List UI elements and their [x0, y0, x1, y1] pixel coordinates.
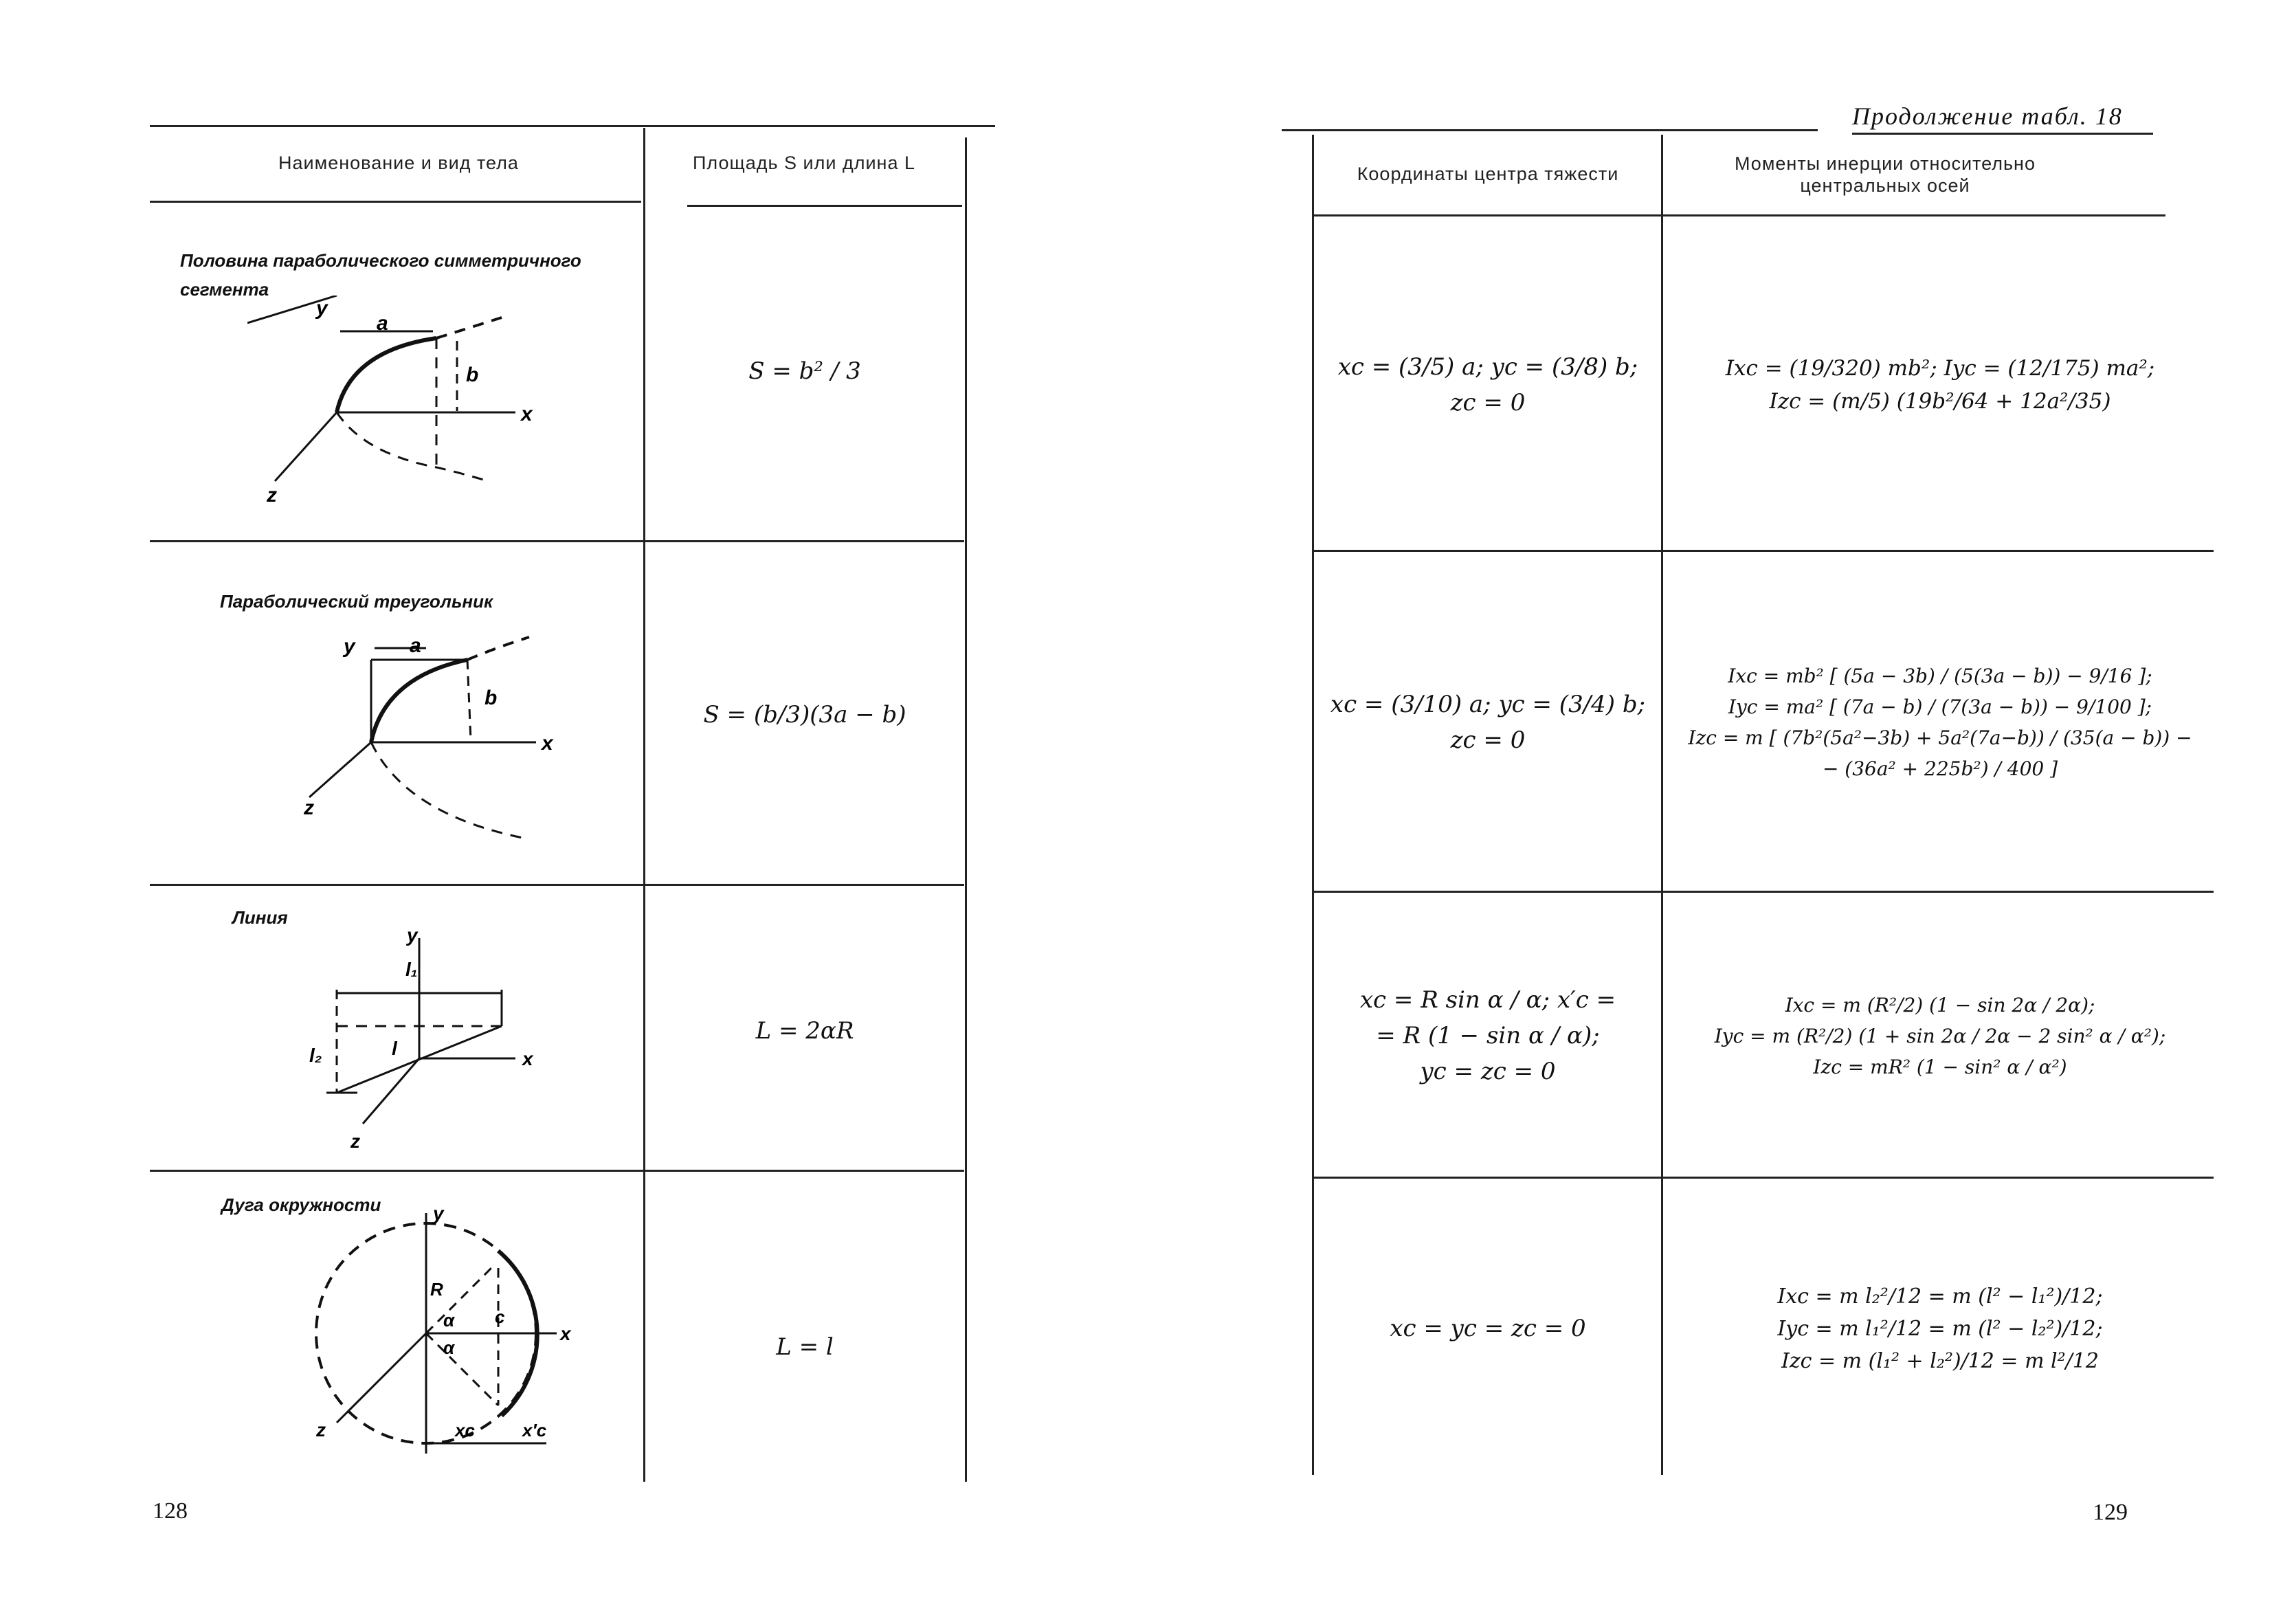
row-rule [1313, 550, 2214, 552]
dimension-l-label: l [392, 1038, 397, 1059]
right-column-border [965, 137, 967, 1482]
row-rule [150, 884, 964, 886]
row-rule [1313, 891, 2214, 893]
column-divider [643, 128, 645, 1482]
angle-alpha-upper-label: α [443, 1310, 455, 1331]
row-rule [1313, 1177, 2214, 1179]
angle-alpha-lower-label: α [443, 1337, 455, 1358]
axis-x-label: x [542, 732, 553, 755]
page-number: 129 [2093, 1500, 2128, 1525]
row-title: Линия [232, 907, 288, 928]
row-rule [150, 540, 964, 542]
line-segment-diagram [289, 924, 564, 1158]
axis-z-label: z [350, 1131, 360, 1152]
centroid-formulas: xc = R sin α / α; x′c = = R (1 − sin α / α); yc = zc = 0 [1359, 986, 1616, 1085]
length-formula: L = l [776, 1333, 834, 1361]
header-bottom-rule [150, 201, 641, 203]
row-title: Половина параболического симметричного сегмента [180, 250, 581, 300]
half-parabolic-segment-diagram [247, 296, 536, 515]
axis-y-label: y [433, 1203, 444, 1224]
area-formula: S = (b/3)(3a − b) [703, 701, 906, 728]
top-rule [1282, 129, 1818, 131]
header-bottom-rule-2 [687, 205, 962, 207]
row-rule [150, 1170, 964, 1172]
centroid-formulas: xc = (3/5) a; yc = (3/8) b; zc = 0 [1337, 353, 1638, 416]
axis-z-label: z [304, 797, 314, 819]
radius-label: R [430, 1279, 443, 1300]
header-centroid-col: Координаты центра тяжести [1357, 164, 1619, 184]
length-formula: L = 2αR [755, 1017, 854, 1045]
axis-y-label: y [344, 635, 355, 658]
parabolic-triangle-diagram [275, 622, 564, 856]
inertia-formulas: Ixc = m l₂²/12 = m (l² − l₁²)/12; Iyc = m l₁²/12 = m (l² − l₂²)/12; Izc = m (l₁² + l₂²)/12 = m l²/12 [1777, 1284, 2103, 1373]
inertia-formulas: Ixc = (19/320) mb²; Iyc = (12/175) ma²; Izc = (m/5) (19b²/64 + 12a²/35) [1725, 356, 2155, 414]
header-name-col: Наименование и вид тела [278, 153, 519, 173]
continuation-title: Продолжение табл. 18 [1852, 102, 2123, 130]
title-underline [1852, 133, 2153, 135]
xc-label: xc [455, 1420, 475, 1441]
axis-x-label: x [560, 1323, 571, 1344]
axis-y-label: y [316, 297, 328, 320]
right-page [1136, 0, 2272, 1624]
column-divider [1661, 135, 1663, 1475]
centroid-formulas: xc = yc = zc = 0 [1390, 1315, 1586, 1342]
axis-z-label: z [316, 1419, 326, 1441]
dimension-a-label: a [377, 312, 388, 335]
area-formula: S = b² / 3 [748, 357, 861, 385]
top-rule [150, 125, 995, 127]
axis-x-label: x [522, 1048, 533, 1069]
header-bottom-rule [1313, 214, 2165, 216]
dimension-l1-label: l₁ [405, 959, 418, 980]
header-area-col: Площадь S или длина L [693, 153, 915, 173]
xc-prime-label: x′c [522, 1420, 547, 1441]
centroid-formulas: xc = (3/10) a; yc = (3/4) b; zc = 0 [1330, 691, 1646, 754]
dimension-l2-label: l₂ [309, 1045, 322, 1066]
page-number: 128 [153, 1498, 188, 1524]
dimension-a-label: a [410, 634, 421, 657]
inertia-formulas: Ixc = mb² [ (5a − 3b) / (5(3a − b)) − 9/16 ]; Iyc = ma² [ (7a − b) / (7(3a − b)) − 9/100 ]; Izc = m [ (7b²(5a²−3b) + 5a²(7a−b)) / (35(a − b)) − − (36a² + 225b²) / 400 ] [1688, 665, 2192, 780]
row-title: Параболический треугольник [220, 591, 493, 612]
inertia-formulas: Ixc = m (R²/2) (1 − sin 2α / 2α); Iyc = m (R²/2) (1 + sin 2α / 2α − 2 sin² α / α²); Izc = mR² (1 − sin² α / α²) [1714, 993, 2166, 1078]
axis-x-label: x [521, 403, 533, 425]
axis-z-label: z [267, 484, 277, 507]
dimension-b-label: b [485, 687, 498, 709]
left-column-border [1312, 135, 1314, 1475]
chord-c-label: c [495, 1306, 505, 1327]
axis-y-label: y [407, 924, 418, 946]
dimension-b-label: b [466, 364, 479, 386]
row-title: Дуга окружности [221, 1194, 381, 1215]
header-inertia-col: Моменты инерции относительно центральных осей [1735, 153, 2036, 196]
circular-arc-diagram [296, 1199, 584, 1474]
